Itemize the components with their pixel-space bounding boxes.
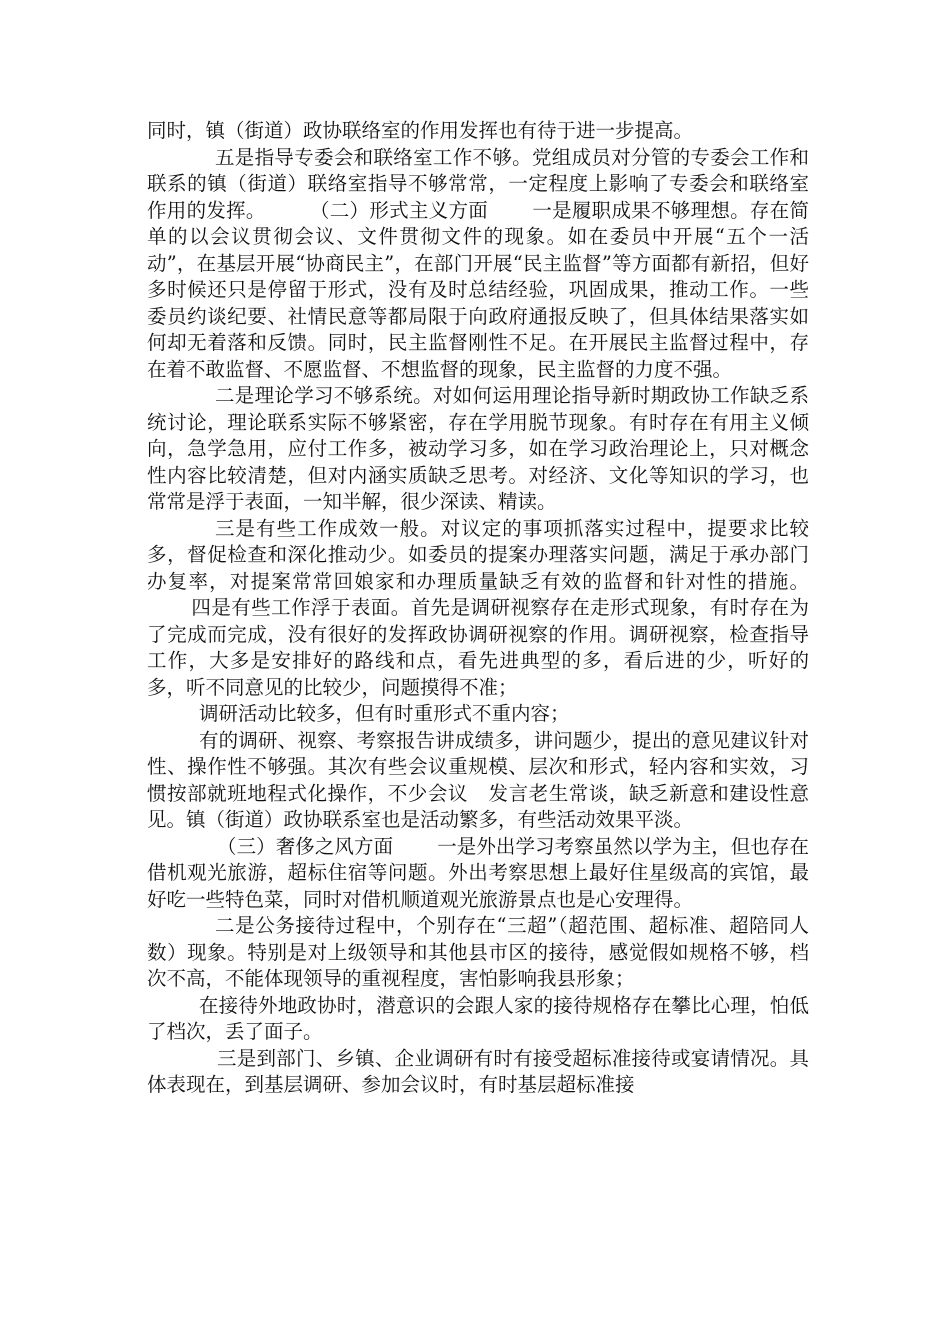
paragraph-work-results: [147, 516, 809, 702]
paragraph-text: 有的调研、视察、考察报告讲成绩多，讲问题少，提出的意见建议针对性、操作性不够强。其次有些会议重规模、层次和形式，轻内容和实效，习惯按部就班地程式化操作，不少会议: [147, 728, 809, 805]
paragraph-continuation: [147, 118, 809, 145]
paragraph-text: 一是履职成果不够理想。存在简单的以会议贯彻会议、文件贯彻文件的现象。如在委员中开展“五个一活动”，在基层开展“协商民主”，在部门开展“民主监督”等方面都有新招，但好多时候还只是停留于形式，没有及时总结经验，巩固成果，推动工作。一些委员约谈纪要、社情民意等都局限于向政府通报反映了，但具体结果落实如何却无着落和反馈。同时，民主监督刚性不足。在开展民主监督过程中，存在着不敢监督、不愿监督、不想监督的现象，民主监督的力度不强。: [147, 198, 809, 381]
paragraph-text: 五是指导专委会和联络室工作不够。党组成员对分管的专委会工作和联系的镇（街道）联络室指导不够常常，一定程度上影响了专委会和联络室作用的发挥。: [147, 145, 809, 222]
paragraph-reports: [147, 728, 809, 834]
paragraph-text: 调研活动比较多，但有时重形式不重内容；: [199, 702, 570, 725]
paragraph-reception: [147, 913, 809, 993]
section-heading-extravagance: （三）奢侈之风方面: [217, 834, 394, 858]
paragraph-text: 三是到部门、乡镇、企业调研有时有接受超标准接待或宴请情况。具体表现在，到基层调研、参加会议时，有时基层超标准接: [147, 1046, 809, 1096]
paragraph-text: 二是理论学习不够系统。对如何运用理论指导新时期政协工作缺乏系统讨论，理论联系实际不够紧密，存在学用脱节现象。有时存在有用主义倾向，急学急用，应付工作多，被动学习多，如在学习政治理论上，只对概念性内容比较清楚，但对内涵实质缺乏思考。对经济、文化等知识的学习，也常常是浮于表面，一知半解，很少深读、精读。: [147, 384, 809, 513]
paragraph-text: 四是有些工作浮于表面。首先是调研视察存在走形式现象，有时存在为了完成而完成，没有很好的发挥政协调研视察的作用。调研视察，检查指导工作，大多是安排好的路线和点，看先进典型的多，看后进的少，听好的多，听不同意见的比较少，问题摸得不准；: [147, 596, 809, 699]
paragraph-text: 同时，镇（街道）政协联络室的作用发挥也有待于进一步提高。: [147, 119, 694, 142]
section-heading-formalism: （二）形式主义方面: [309, 198, 489, 222]
paragraph-theory-study: [147, 383, 809, 516]
paragraph-text: 发言老生常谈，缺乏新意和建设性意见。镇（街道）政协联系室也是活动繁多，有些活动效果平淡。: [147, 781, 809, 831]
paragraph-text: 三是有些工作成效一般。对议定的事项抓落实过程中，提要求比较多，督促检查和深化推动少。如委员的提案办理落实问题，满足于承办部门办复率，对提案常常回娘家和办理质量缺乏有效的监督和针对性的措施。: [147, 516, 809, 593]
paragraph-text: 一是外出学习考察虽然以学为主，但也存在借机观光旅游，超标住宿等问题。外出考察思想上最好住星级高的宾馆，最好吃一些特色菜，同时对借机顺道观光旅游景点也是心安理得。: [147, 834, 809, 911]
paragraph-text: 二是公务接待过程中，个别存在“三超”（超范围、超标准、超陪同人数）现象。特别是对上级领导和其他县市区的接待，感觉假如规格不够，档次不高，不能体现领导的重视程度，害怕影响我县形象；: [147, 914, 809, 990]
paragraph-text: 在接待外地政协时，潜意识的会跟人家的接待规格存在攀比心理，怕低了档次，丢了面子。: [147, 993, 809, 1043]
paragraph-reception-comparison: [147, 993, 809, 1046]
paragraph-research-activities: [147, 701, 809, 728]
paragraph-extravagance: [147, 834, 809, 914]
paragraph-over-standard: [147, 1046, 809, 1099]
document-body: [147, 118, 809, 1099]
paragraph-item-five: [147, 145, 809, 384]
